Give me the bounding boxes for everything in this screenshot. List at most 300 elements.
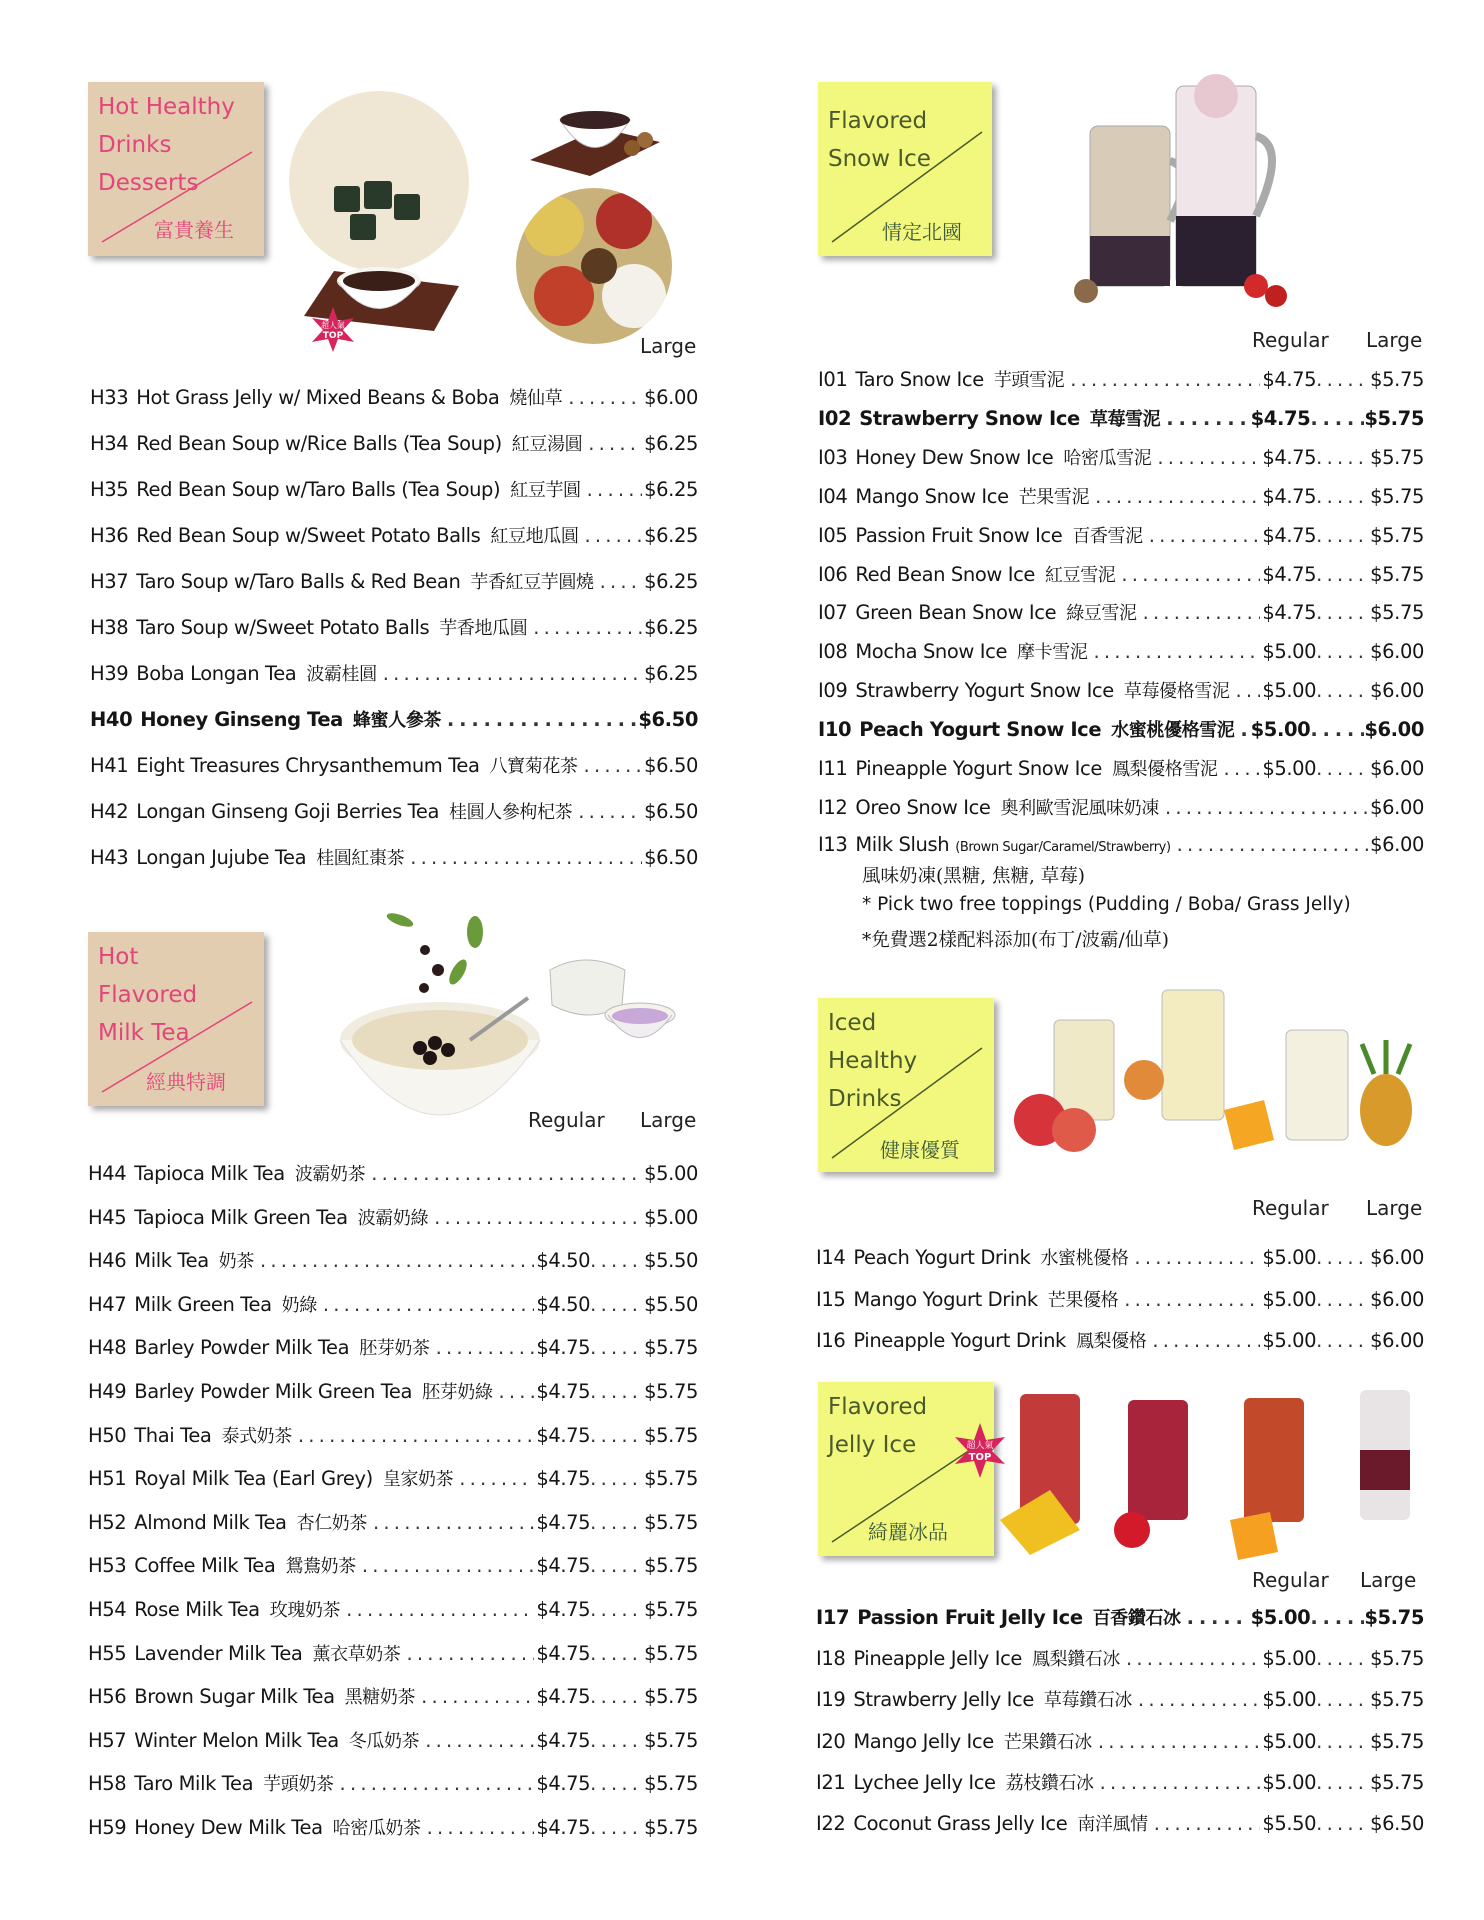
- item-name-zh: 波霸奶綠: [357, 1207, 429, 1229]
- header-large: Large: [640, 334, 697, 358]
- price-regular: $4.75: [1262, 523, 1317, 547]
- dot-leader: [1121, 563, 1260, 586]
- price-regular: $4.75: [536, 1467, 591, 1491]
- tea-cup-dessert-image: [520, 80, 670, 180]
- item-name-zh: 摩卡雪泥: [1017, 642, 1088, 664]
- item-code: H59: [88, 1816, 127, 1839]
- dot-leader: [1143, 601, 1261, 624]
- item-name-zh: 百香鑽石冰: [1092, 1608, 1181, 1629]
- item-name: Milk Slush: [855, 832, 950, 856]
- item-name: Red Bean Soup w/Sweet Potato Balls: [136, 524, 481, 547]
- item-code: H34: [90, 432, 129, 455]
- price-large: $6.00: [1370, 1287, 1424, 1311]
- item-code: I22: [816, 1812, 846, 1835]
- price-large: $6.50: [1370, 1812, 1424, 1835]
- dot-leader: [1166, 407, 1248, 430]
- dot-leader: [1126, 1647, 1260, 1670]
- title-line: Milk Tea: [98, 1020, 190, 1046]
- price-large: $5.75: [644, 1816, 698, 1839]
- price-regular: $5.00: [1250, 718, 1311, 742]
- menu-item-row: [818, 366, 1424, 392]
- price-regular: $4.75: [1262, 445, 1317, 469]
- menu-item-row: [88, 1814, 698, 1840]
- price-large: $6.25: [644, 616, 698, 639]
- item-name: Pineapple Yogurt Snow Ice: [855, 757, 1102, 780]
- price-large: $6.00: [1370, 757, 1424, 780]
- menu-item-row: [88, 1247, 698, 1273]
- item-name-zh: 黑糖奶茶: [344, 1687, 416, 1709]
- item-name-zh: 燒仙草: [509, 388, 563, 409]
- price-large: $6.00: [1370, 679, 1424, 703]
- dot-leader: [1316, 1647, 1370, 1670]
- item-name-zh: 八寶菊花茶: [489, 756, 578, 777]
- dot-leader: [323, 1293, 535, 1316]
- price-large: $5.75: [644, 1554, 698, 1578]
- item-name-zh: 芒果優格: [1047, 1289, 1119, 1311]
- item-code: H50: [88, 1423, 127, 1447]
- item-name: Taro Soup w/Sweet Potato Balls: [136, 616, 430, 639]
- item-code: H42: [90, 800, 129, 823]
- price-large: $5.75: [644, 1685, 698, 1709]
- menu-item-row: [90, 844, 698, 870]
- dot-leader: [590, 1598, 644, 1621]
- item-name-zh: 草莓優格雪泥: [1123, 681, 1230, 703]
- dot-leader: [1154, 1812, 1261, 1835]
- item-name: Strawberry Snow Ice: [859, 406, 1080, 430]
- item-code: H53: [88, 1554, 127, 1578]
- badge-line1: 超人氣: [321, 321, 345, 330]
- dot-leader: [1157, 446, 1260, 469]
- price-regular: $4.75: [536, 1816, 591, 1839]
- price-regular: $4.50: [536, 1249, 591, 1273]
- item-name-zh: 芋頭奶茶: [263, 1774, 334, 1796]
- menu-item-row: [816, 1769, 1424, 1795]
- menu-item-row: [88, 1291, 698, 1317]
- item-code: H55: [88, 1641, 127, 1665]
- item-code: H40: [90, 708, 133, 731]
- price-regular: $5.00: [1262, 1246, 1317, 1269]
- dot-leader: [498, 1380, 534, 1403]
- menu-item-row: [88, 1378, 698, 1404]
- dot-leader: [373, 1511, 534, 1534]
- price-large: $6.50: [644, 846, 698, 869]
- item-name: Green Bean Snow Ice: [855, 601, 1057, 625]
- price-large: $6.00: [1370, 1246, 1424, 1269]
- price-large: $6.00: [1370, 1329, 1424, 1352]
- item-name: Lavender Milk Tea: [134, 1641, 303, 1665]
- price-regular: $4.75: [536, 1336, 591, 1360]
- title-line: Desserts: [98, 170, 199, 196]
- item-name: Honey Dew Snow Ice: [855, 445, 1054, 469]
- menu-item-row: [818, 599, 1424, 625]
- item-code: I03: [818, 445, 848, 469]
- item-code: H57: [88, 1728, 127, 1752]
- item-name-zh: 荔枝鑽石冰: [1005, 1772, 1094, 1794]
- price-large: $5.75: [644, 1336, 698, 1360]
- item-name-zh: 泰式奶茶: [221, 1425, 292, 1447]
- item-name-zh: 草莓鑽石冰: [1043, 1690, 1132, 1712]
- item-code: I09: [818, 679, 848, 703]
- dot-leader: [427, 1816, 535, 1839]
- item-name: Peach Yogurt Drink: [853, 1246, 1031, 1269]
- item-name-zh: 奶茶: [218, 1251, 254, 1273]
- snow-ice-mugs-image: [1066, 66, 1306, 316]
- item-code: I13: [818, 832, 848, 856]
- item-name-zh: 冬瓜奶茶: [348, 1730, 420, 1752]
- menu-item-row: [816, 1728, 1424, 1754]
- dot-leader: [1316, 1329, 1370, 1352]
- item-name: Pineapple Yogurt Drink: [853, 1329, 1066, 1352]
- dot-leader: [590, 1772, 644, 1795]
- header-regular: Regular: [528, 1108, 605, 1132]
- item-name-zh: 紅豆湯圓: [511, 434, 583, 455]
- menu-item-row: [818, 677, 1424, 703]
- dot-leader: [578, 800, 642, 823]
- dot-leader: [298, 1424, 534, 1447]
- section-label-hot-healthy: [88, 82, 264, 256]
- dot-leader: [340, 1772, 535, 1795]
- menu-item-row: [88, 1204, 698, 1230]
- item-name-zh: 波霸奶茶: [294, 1164, 366, 1185]
- item-code: I18: [816, 1647, 846, 1671]
- price-large: $5.75: [1370, 1647, 1424, 1671]
- item-name: Rose Milk Tea: [134, 1598, 260, 1621]
- item-name: Mango Yogurt Drink: [853, 1287, 1038, 1311]
- price-regular: $4.75: [1262, 562, 1317, 586]
- item-code: H33: [90, 386, 129, 409]
- item-code: I02: [818, 406, 852, 430]
- menu-item-row: [816, 1327, 1424, 1353]
- top-badge-icon: [310, 306, 356, 352]
- item-name: Boba Longan Tea: [136, 662, 297, 685]
- menu-item-row: [90, 752, 698, 778]
- item-name: Red Bean Soup w/Taro Balls (Tea Soup): [136, 478, 501, 501]
- item-code: I12: [818, 795, 848, 819]
- price-regular: $4.75: [536, 1598, 591, 1621]
- price-large: $6.50: [644, 754, 698, 777]
- item-name: Passion Fruit Jelly Ice: [857, 1606, 1083, 1629]
- price-regular: $4.75: [536, 1423, 591, 1447]
- dot-leader: [1093, 640, 1260, 663]
- subtitle-zh: 經典特調: [146, 1070, 226, 1094]
- item-name: Honey Ginseng Tea: [140, 708, 343, 731]
- section-label-snow-ice: [818, 82, 992, 256]
- dot-leader: [1316, 1288, 1370, 1311]
- item-name: Lychee Jelly Ice: [853, 1770, 996, 1794]
- price-large: $5.75: [1370, 1688, 1424, 1712]
- dot-leader: [590, 1729, 644, 1752]
- item-code: H52: [88, 1510, 127, 1534]
- price-regular: $4.75: [1250, 406, 1311, 430]
- item-code: H43: [90, 846, 129, 869]
- price-large: $5.00: [644, 1205, 698, 1229]
- dot-leader: [1316, 524, 1370, 547]
- price-regular: $4.75: [536, 1380, 591, 1403]
- price-large: $6.00: [1370, 795, 1424, 819]
- dot-leader: [1316, 1688, 1370, 1711]
- dot-leader: [1095, 485, 1260, 508]
- item-name-zh: 玫瑰奶茶: [269, 1600, 341, 1621]
- menu-item-row: [88, 1683, 698, 1709]
- menu-item-row: [88, 1770, 698, 1796]
- header-large: Large: [1360, 1568, 1417, 1592]
- item-code: H56: [88, 1685, 127, 1709]
- dot-leader: [1235, 679, 1260, 702]
- price-large: $5.75: [1364, 406, 1424, 430]
- item-name: Taro Milk Tea: [134, 1772, 254, 1796]
- item-name: Milk Green Tea: [134, 1292, 272, 1316]
- item-code: H38: [90, 616, 129, 639]
- item-code: H47: [88, 1292, 127, 1316]
- price-regular: $4.75: [1262, 484, 1317, 508]
- item-code: H48: [88, 1336, 127, 1360]
- item-name-zh: 波霸桂圓: [306, 664, 377, 685]
- item-name-zh: 胚芽奶茶: [359, 1338, 430, 1360]
- item-name: Mocha Snow Ice: [855, 640, 1008, 664]
- dot-leader: [1224, 757, 1261, 780]
- dot-leader: [1134, 1246, 1260, 1269]
- dot-leader: [425, 1729, 534, 1752]
- menu-item-row: [88, 1552, 698, 1578]
- menu-item-row: [88, 1334, 698, 1360]
- price-large: $5.75: [1370, 601, 1424, 625]
- menu-item-row: [816, 1286, 1424, 1312]
- dot-leader: [1098, 1730, 1261, 1753]
- item-name-zh: 奶綠: [281, 1294, 317, 1316]
- item-name-zh: 紅豆雪泥: [1045, 564, 1116, 586]
- menu-item-row: [818, 405, 1424, 431]
- menu-item-row: [818, 444, 1424, 470]
- item-code: I07: [818, 601, 848, 625]
- item-name: Peach Yogurt Snow Ice: [859, 718, 1102, 742]
- dot-leader: [1240, 718, 1248, 741]
- price-large: $6.25: [644, 524, 698, 547]
- dot-leader: [584, 754, 643, 777]
- price-large: $5.75: [644, 1598, 698, 1621]
- price-regular: $4.75: [536, 1772, 591, 1796]
- price-regular: $5.00: [1262, 1329, 1317, 1352]
- price-large: $5.75: [1370, 523, 1424, 547]
- item-name-zh: 芋香地瓜圓: [439, 618, 528, 639]
- menu-item-row: [818, 483, 1424, 509]
- price-large: $6.00: [1364, 718, 1424, 742]
- item-name-zh: 百香雪泥: [1072, 525, 1143, 547]
- dot-leader: [590, 1511, 644, 1534]
- item-name: Winter Melon Milk Tea: [134, 1728, 339, 1752]
- item-code: H51: [88, 1467, 127, 1491]
- item-name: Brown Sugar Milk Tea: [134, 1685, 335, 1709]
- dot-leader: [1316, 368, 1370, 391]
- item-code: I05: [818, 523, 848, 547]
- subtitle-zh: 綺麗冰品: [868, 1520, 948, 1544]
- menu-item-row: [88, 1509, 698, 1535]
- menu-item-row: [88, 1640, 698, 1666]
- item-name: Pineapple Jelly Ice: [853, 1647, 1022, 1671]
- free-toppings-note-zh: *免費選2樣配料添加(布丁/波霸/仙草): [862, 930, 1169, 951]
- dot-leader: [434, 1206, 642, 1229]
- price-regular: $5.00: [1262, 1287, 1317, 1311]
- subtitle-zh: 富貴養生: [154, 218, 234, 242]
- item-name-zh: 鳳梨優格雪泥: [1111, 759, 1218, 780]
- item-code: H41: [90, 754, 129, 777]
- dot-leader: [1316, 1246, 1370, 1269]
- header-large: Large: [1366, 1196, 1423, 1220]
- badge-line1: 超人氣: [966, 1441, 994, 1451]
- dot-leader: [346, 1598, 534, 1621]
- menu-item-row: [90, 476, 698, 502]
- menu-item-row: [818, 755, 1424, 781]
- item-code: I16: [816, 1329, 846, 1352]
- menu-item-row: [818, 716, 1424, 742]
- menu-item-row: [818, 561, 1424, 587]
- price-large: $5.75: [1364, 1606, 1424, 1629]
- item-name-zh: 薰衣草奶茶: [312, 1643, 401, 1665]
- title-line: Hot: [98, 944, 139, 970]
- price-large: $6.00: [1370, 640, 1424, 664]
- item-name-zh: 芒果雪泥: [1018, 486, 1090, 508]
- item-code: I10: [818, 718, 852, 742]
- dot-leader: [406, 1642, 534, 1665]
- dot-leader: [568, 386, 642, 409]
- price-regular: $5.00: [1262, 640, 1317, 664]
- item-name-zh: 哈密瓜雪泥: [1063, 447, 1152, 469]
- dot-leader: [590, 1249, 644, 1272]
- menu-item-row: [88, 1596, 698, 1622]
- price-large: $5.75: [644, 1380, 698, 1403]
- dot-leader: [1316, 446, 1370, 469]
- title-line: Snow Ice: [828, 146, 931, 172]
- item-name: Mango Snow Ice: [855, 484, 1009, 508]
- menu-item-row: [818, 522, 1424, 548]
- item-code: I06: [818, 562, 848, 586]
- dot-leader: [590, 1424, 644, 1447]
- menu-item-row: [88, 1160, 698, 1186]
- dot-leader: [588, 432, 642, 455]
- header-regular: Regular: [1252, 328, 1329, 352]
- title-line: Iced: [828, 1010, 877, 1036]
- price-large: $5.75: [1370, 368, 1424, 391]
- item-name: Coffee Milk Tea: [134, 1554, 276, 1578]
- item-name: Eight Treasures Chrysanthemum Tea: [136, 754, 480, 777]
- item-name-zh: 芋頭雪泥: [993, 370, 1065, 391]
- top-badge-icon: [952, 1422, 1008, 1478]
- price-large: $5.75: [644, 1467, 698, 1491]
- item-name-zh: 桂圓人參枸杞茶: [449, 802, 573, 823]
- item-name-zh: 胚芽奶綠: [422, 1382, 493, 1403]
- menu-item-row: [90, 568, 698, 594]
- dot-leader: [447, 708, 636, 731]
- menu-item-row: [816, 1686, 1424, 1712]
- dried-herbs-image: [514, 186, 674, 346]
- item-code: H49: [88, 1380, 127, 1403]
- price-large: $5.75: [644, 1728, 698, 1752]
- menu-item-row: [90, 430, 698, 456]
- menu-item-row: [816, 1244, 1424, 1270]
- header-large: Large: [640, 1108, 697, 1132]
- price-large: $5.75: [1370, 445, 1424, 469]
- item-name: Barley Powder Milk Green Tea: [134, 1380, 413, 1403]
- menu-item-row: [818, 833, 1424, 856]
- item-name: Coconut Grass Jelly Ice: [853, 1812, 1068, 1835]
- price-large: $5.75: [1370, 1729, 1424, 1753]
- price-large: $5.50: [644, 1292, 698, 1316]
- free-toppings-note: * Pick two free toppings (Pudding / Boba/ Grass Jelly): [862, 894, 1351, 915]
- price-regular: $4.75: [1262, 368, 1317, 391]
- item-code: H46: [88, 1249, 127, 1273]
- subtitle-zh: 情定北國: [882, 220, 962, 244]
- price-large: $6.50: [638, 708, 698, 731]
- dot-leader: [590, 1380, 644, 1403]
- dot-leader: [584, 524, 642, 547]
- item-name-zh: 南洋風情: [1077, 1814, 1148, 1835]
- dot-leader: [1316, 1730, 1370, 1753]
- item-name: Tapioca Milk Tea: [134, 1162, 285, 1185]
- item-code: H37: [90, 570, 129, 593]
- dot-leader: [600, 570, 643, 593]
- dot-leader: [590, 1642, 644, 1665]
- title-line: Drinks: [98, 132, 172, 158]
- item-code: H54: [88, 1598, 127, 1621]
- price-regular: $4.75: [536, 1685, 591, 1709]
- menu-item-row: [88, 1727, 698, 1753]
- dot-leader: [1100, 1771, 1261, 1794]
- price-large: $5.75: [644, 1641, 698, 1665]
- item-name: Thai Tea: [134, 1423, 212, 1447]
- dot-leader: [533, 616, 642, 639]
- milk-slush-flavors-zh: 風味奶凍(黑糖, 焦糖, 草莓): [862, 866, 1085, 887]
- item-code: I15: [816, 1287, 846, 1311]
- item-name: Milk Tea: [134, 1249, 209, 1273]
- item-name-zh: 杏仁奶茶: [296, 1512, 368, 1534]
- price-regular: $5.00: [1250, 1606, 1311, 1629]
- price-regular: $4.50: [536, 1292, 591, 1316]
- item-code: I14: [816, 1246, 846, 1269]
- menu-item-row: [818, 794, 1424, 820]
- dot-leader: [1310, 1606, 1364, 1629]
- price-large: $6.00: [644, 386, 698, 409]
- dot-leader: [260, 1249, 534, 1272]
- dot-leader: [1310, 407, 1364, 430]
- price-regular: $4.75: [536, 1510, 591, 1534]
- header-regular: Regular: [1252, 1196, 1329, 1220]
- jelly-ice-cups-image: [1000, 1380, 1420, 1570]
- menu-item-row: [90, 798, 698, 824]
- item-name: Almond Milk Tea: [134, 1510, 287, 1534]
- dot-leader: [1316, 679, 1370, 702]
- dot-leader: [371, 1162, 642, 1185]
- price-large: $5.50: [644, 1249, 698, 1273]
- menu-item-row: [816, 1604, 1424, 1630]
- price-regular: $5.00: [1262, 1770, 1317, 1794]
- dot-leader: [590, 1293, 644, 1316]
- item-name-zh: 鳳梨優格: [1075, 1331, 1147, 1352]
- item-name: Tapioca Milk Green Tea: [134, 1205, 348, 1229]
- price-regular: $4.75: [536, 1554, 591, 1578]
- subtitle-zh: 健康優質: [880, 1138, 960, 1162]
- dot-leader: [1316, 563, 1370, 586]
- item-name-zh: 紅豆地瓜圓: [490, 526, 579, 547]
- item-name-zh: 鴛鴦奶茶: [285, 1556, 356, 1578]
- dot-leader: [590, 1336, 644, 1359]
- item-name-zh: 水蜜桃優格: [1040, 1248, 1129, 1269]
- dot-leader: [1187, 1606, 1249, 1629]
- price-regular: $4.75: [536, 1728, 591, 1752]
- price-regular: $5.00: [1262, 1647, 1317, 1671]
- dot-leader: [1149, 524, 1261, 547]
- item-name: Red Bean Snow Ice: [855, 562, 1035, 586]
- item-name-zh: 草莓雪泥: [1089, 408, 1161, 430]
- dot-leader: [1177, 833, 1369, 856]
